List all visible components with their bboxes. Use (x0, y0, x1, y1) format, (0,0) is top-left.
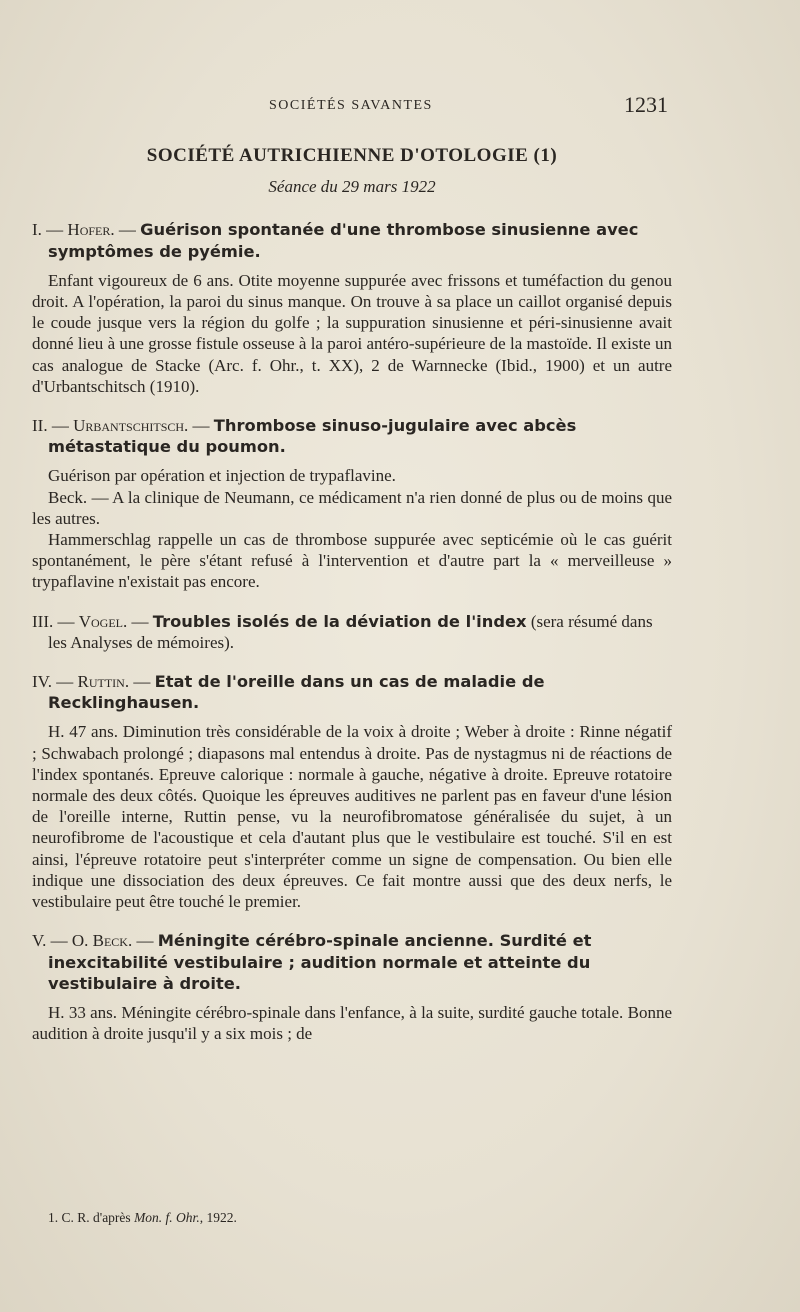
communication-title: Thrombose sinuso-jugulaire avec abcès métastatique du poumon. (48, 416, 577, 457)
author-name: Ruttin (77, 672, 125, 692)
author-name: Vogel (78, 611, 124, 631)
communication-heading (32, 219, 672, 261)
society-title: SOCIÉTÉ AUTRICHIENNE D'OTOLOGIE (1) (146, 145, 558, 166)
paragraph: H. 33 ans. Méningite cérébro-spinale dans l'enfance, à la suite, surdité gauche totale. Bonne audition à droite jusqu'il y a six mois ; de (32, 1002, 672, 1044)
paragraph: Hammerschlag rappelle un cas de thrombose suppurée avec septicémie où le cas guérit spontanément, le père s'étant refusé à l'intervention et d'autre part la « merveilleuse » trypaflavine n'existait pas encore. (32, 530, 672, 592)
paragraph: H. 47 ans. Diminution très considérable de la voix à droite ; Weber à droite : Rinne négatif ; Schwabach prolongé ; diapasons mal entendus à droite. Pas de nystagmus ni de réactions de l'index spontanés. Epreuve calorique : normale à gauche, négative à droite. Epreuve rotatoire normale des deux côtés. Quoique les épreuves auditives ne parlent pas en faveur d'une lésion de l'oreille interne, Ruttin pense, vu la neurofibromatose généralisée du sujet, à un neurofibrome de l'acoustique et cela d'autant plus que le vestibulaire est touché. S'il en est ainsi, l'épreuve rotatoire peut s'interpréter comme un signe de compensation. Ou bien elle indique une dissociation des deux épreuves. Ce fait montre aussi que des deux nerfs, le vestibulaire peut être touché le premier. (32, 722, 672, 912)
paragraph: Enfant vigoureux de 6 ans. Otite moyenne suppurée avec frissons et tuméfaction du genou droit. A l'opération, la paroi du sinus manque. On trouve à sa place un caillot organisé depuis le coude jusque vers la région du golfe ; la suppuration sinusienne et péri-sinusienne avait donné lieu à une grosse fistule osseuse à la paroi antéro-supérieure de la mastoïde. Il existe un cas analogue de Stacke (Arc. f. Ohr., t. XX), 2 de Warnnecke (Ibid., 1900) et un autre d'Urbantschitsch (1910). (32, 270, 672, 396)
separator: . — (184, 416, 214, 436)
paragraph: Guérison par opération et injection de trypaflavine. (48, 466, 396, 486)
communication-title: Guérison spontanée d'une thrombose sinusienne avec symptômes de pyémie. (48, 220, 639, 261)
author-name: Urbantschitsch (73, 416, 185, 436)
paragraph: Beck. — A la clinique de Neumann, ce médicament n'a rien donné de plus ou de moins que les autres. (32, 487, 672, 528)
footnote-suffix: , 1922. (199, 1210, 237, 1225)
communication-list (32, 219, 672, 1044)
footnote (48, 1210, 237, 1226)
title-remark: (sera résumé dans les Analyses de mémoires). (48, 611, 653, 652)
communication-heading (32, 415, 672, 457)
footnote-journal: Mon. f. Ohr. (134, 1210, 200, 1225)
communication-item (32, 415, 672, 593)
communication-title: Etat de l'oreille dans un cas de maladie de Recklinghausen. (48, 672, 545, 713)
footnote-prefix: 1. C. R. d'après (48, 1210, 135, 1225)
communication-heading (32, 930, 672, 994)
communication-heading (32, 671, 672, 713)
communication-number: V. — (32, 931, 72, 951)
author-name: O. Beck (71, 931, 128, 951)
separator: . — (123, 611, 153, 631)
communication-item (32, 671, 672, 912)
communication-item (32, 930, 672, 1044)
article-body (32, 145, 672, 1044)
communication-title: Méningite cérébro-spinale ancienne. Surdité et inexcitabilité vestibulaire ; audition normale et atteinte du vestibulaire à droite. (48, 931, 592, 993)
separator: . — (127, 931, 158, 951)
running-head: SOCIÉTÉS SAVANTES (269, 98, 433, 113)
separator: . — (110, 220, 141, 240)
author-name: Hofer (67, 220, 111, 240)
communication-number: III. — (32, 611, 79, 631)
page-number: 1231 (624, 92, 668, 117)
communication-number: II. — (32, 416, 74, 436)
communication-number: I. — (32, 220, 68, 240)
session-date: Séance du 29 mars 1922 (268, 177, 436, 197)
communication-item (32, 611, 672, 653)
communication-number: IV. — (32, 672, 78, 692)
separator: . — (124, 672, 155, 692)
communication-heading (32, 611, 672, 653)
page-header (34, 92, 668, 122)
communication-item (32, 219, 672, 397)
communication-title: Troubles isolés de la déviation de l'index (152, 611, 527, 631)
